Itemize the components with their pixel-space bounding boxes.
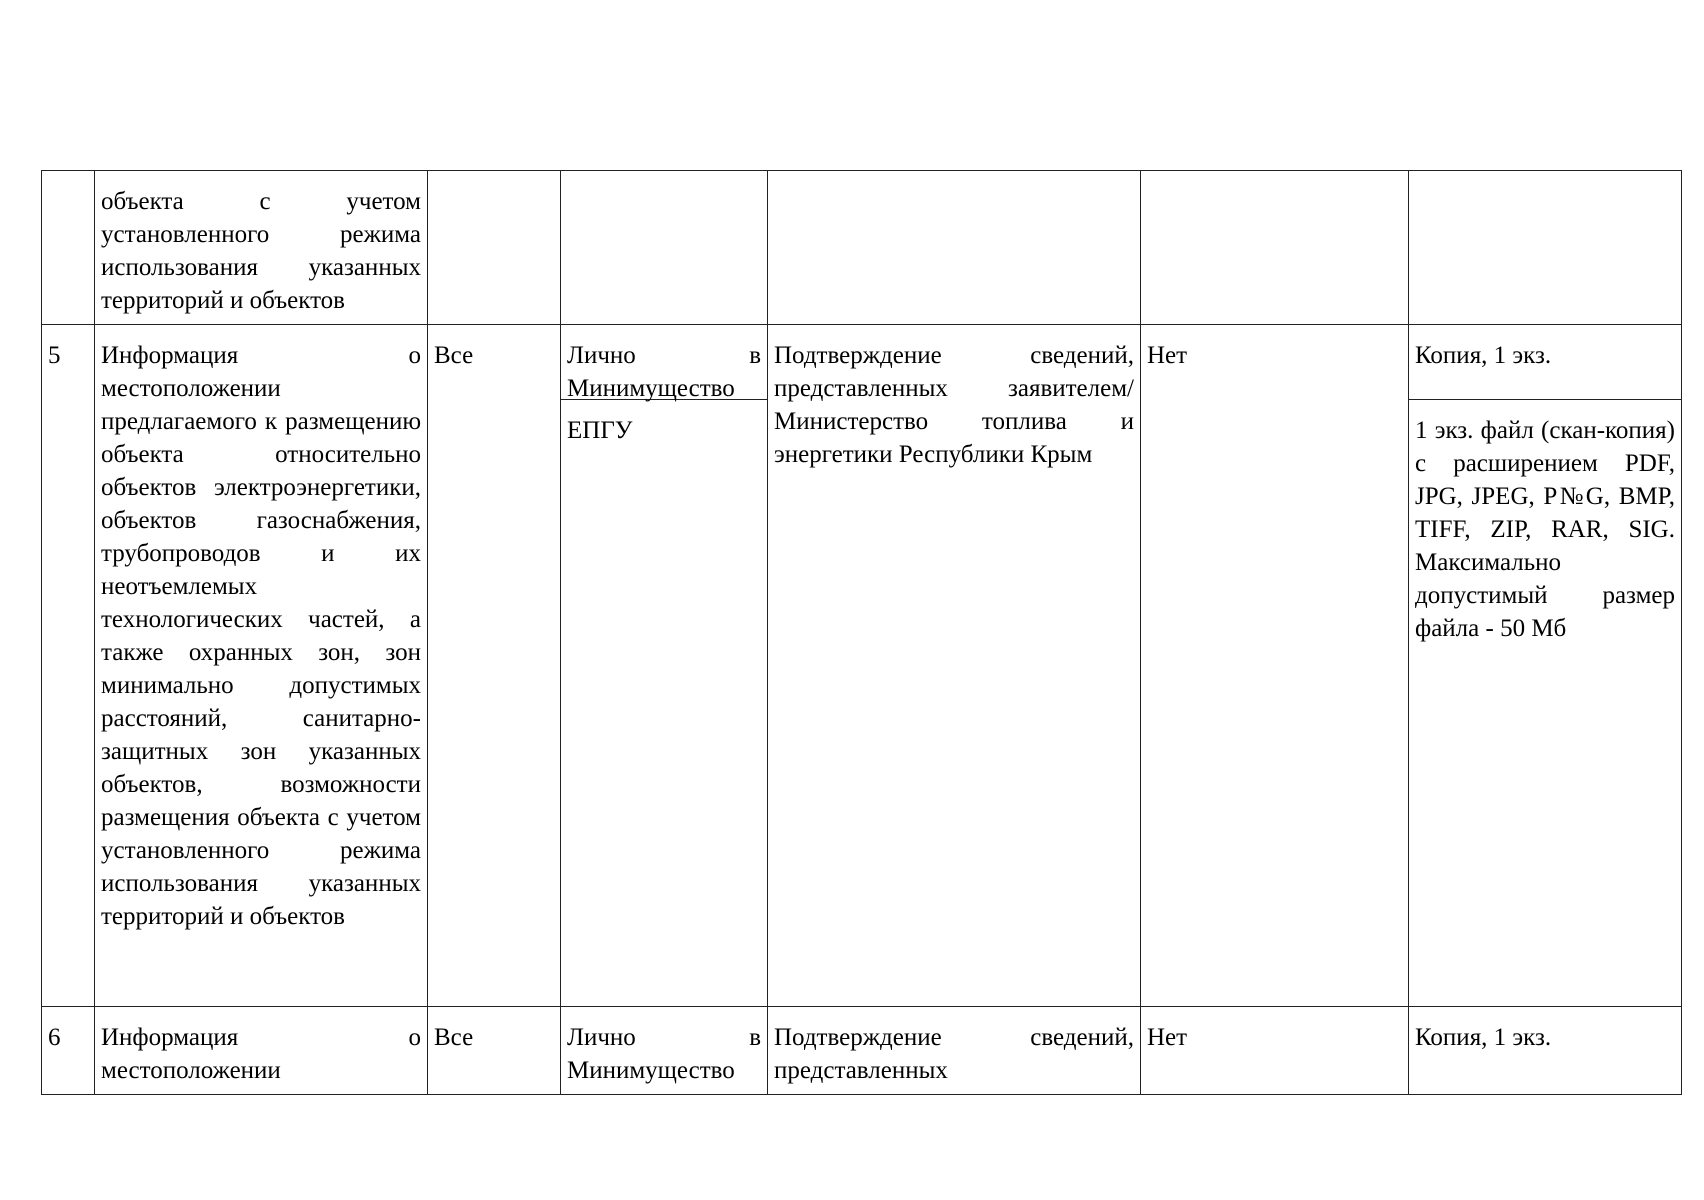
document-info-cell: Информация о местоположении xyxy=(95,1007,428,1095)
interdepartmental-cell: Нет xyxy=(1141,325,1409,1007)
applicant-category-cell xyxy=(428,171,561,325)
table-row xyxy=(42,1007,1682,1095)
document-info-cell: объекта с учетом установленного режима использования указанных территорий и объектов xyxy=(95,171,428,325)
submission-method-in-person: Лично в Минимущество xyxy=(561,325,767,400)
submission-method-cell: Лично в Минимущество xyxy=(561,1007,768,1095)
applicant-category-cell: Все xyxy=(428,325,561,1007)
table-row xyxy=(42,325,1682,1007)
row-number: 6 xyxy=(42,1007,95,1095)
submission-method-cell xyxy=(561,171,768,325)
submission-method-epgu: ЕПГУ xyxy=(567,417,633,444)
table-row xyxy=(42,171,1682,325)
interdepartmental-cell: Нет xyxy=(1141,1007,1409,1095)
interdepartmental-cell xyxy=(1141,171,1409,325)
document-form-cell xyxy=(1409,325,1682,1007)
purpose-cell: Подтверждение сведений, представленных заявителем/Министерство топлива и энергетики Республики Крым xyxy=(768,325,1141,1007)
applicant-category-cell: Все xyxy=(428,1007,561,1095)
purpose-cell: Подтверждение сведений, представленных xyxy=(768,1007,1141,1095)
row-number xyxy=(42,171,95,325)
document-form-cell xyxy=(1409,171,1682,325)
document-info-cell: Информация о местоположении предлагаемого к размещению объекта относительно объектов электроэнергетики, объектов газоснабжения, трубопроводов и их неотъемлемых технологических частей, а также охранных зон, зон минимально допустимых расстояний, санитарно-защитных зон указанных объектов, возможности размещения объекта с учетом установленного режима использования указанных территорий и объектов xyxy=(95,325,428,1007)
row-number: 5 xyxy=(42,325,95,1007)
documents-table xyxy=(41,170,1682,1095)
purpose-cell xyxy=(768,171,1141,325)
document-form-paper: Копия, 1 экз. xyxy=(1409,325,1681,400)
document-form-electronic: 1 экз. файл (скан-копия) с расширением PDF, JPG, JPEG, P№G, BMP, TIFF, ZIP, RAR, SIG. Максимально допустимый размер файла - 50 Мб xyxy=(1415,417,1675,642)
submission-method-cell xyxy=(561,325,768,1007)
document-form-cell: Копия, 1 экз. xyxy=(1409,1007,1682,1095)
